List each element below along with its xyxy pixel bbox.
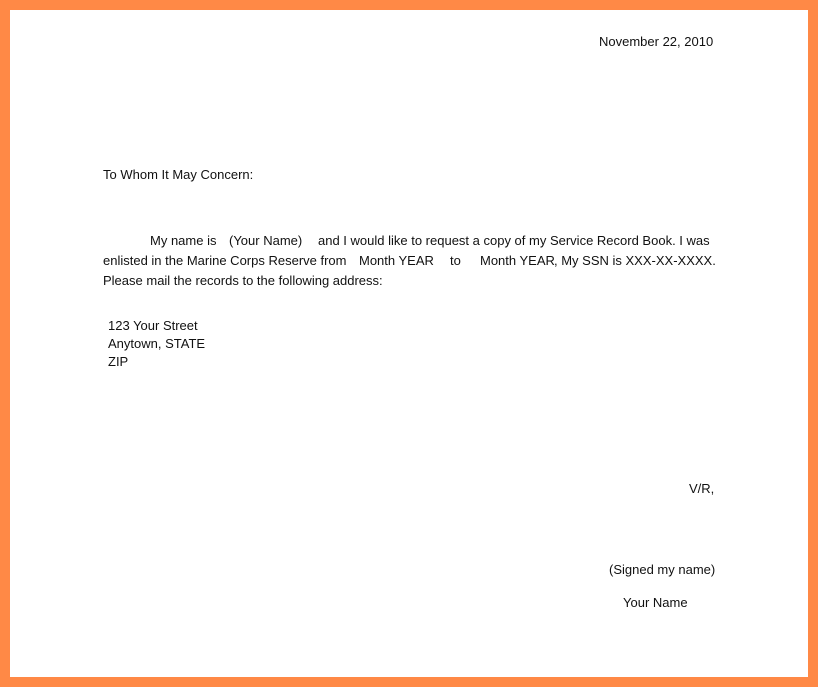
name-placeholder: (Your Name) [229, 233, 303, 248]
address-city-state: Anytown, STATE [108, 336, 206, 351]
ssn-text: , My SSN is XXX-XX-XXXX. [554, 253, 716, 268]
to-word: to [450, 253, 461, 268]
signature: (Signed my name) [609, 562, 716, 577]
body-line2-start: enlisted in the Marine Corps Reserve from [103, 253, 347, 268]
address-street: 123 Your Street [108, 318, 198, 333]
letter-date: November 22, 2010 [599, 34, 714, 49]
printed-name: Your Name [623, 595, 688, 610]
body-line3: Please mail the records to the following address: [103, 273, 383, 288]
from-date-placeholder: Month YEAR [359, 253, 434, 268]
to-date-placeholder: Month YEAR [480, 253, 555, 268]
salutation: To Whom It May Concern: [103, 167, 254, 182]
address-zip: ZIP [108, 354, 129, 369]
body-line1-end: and I would like to request a copy of my Service Record Book. I was [318, 233, 710, 248]
closing: V/R, [689, 481, 715, 496]
body-line1-start: My name is [150, 233, 217, 248]
